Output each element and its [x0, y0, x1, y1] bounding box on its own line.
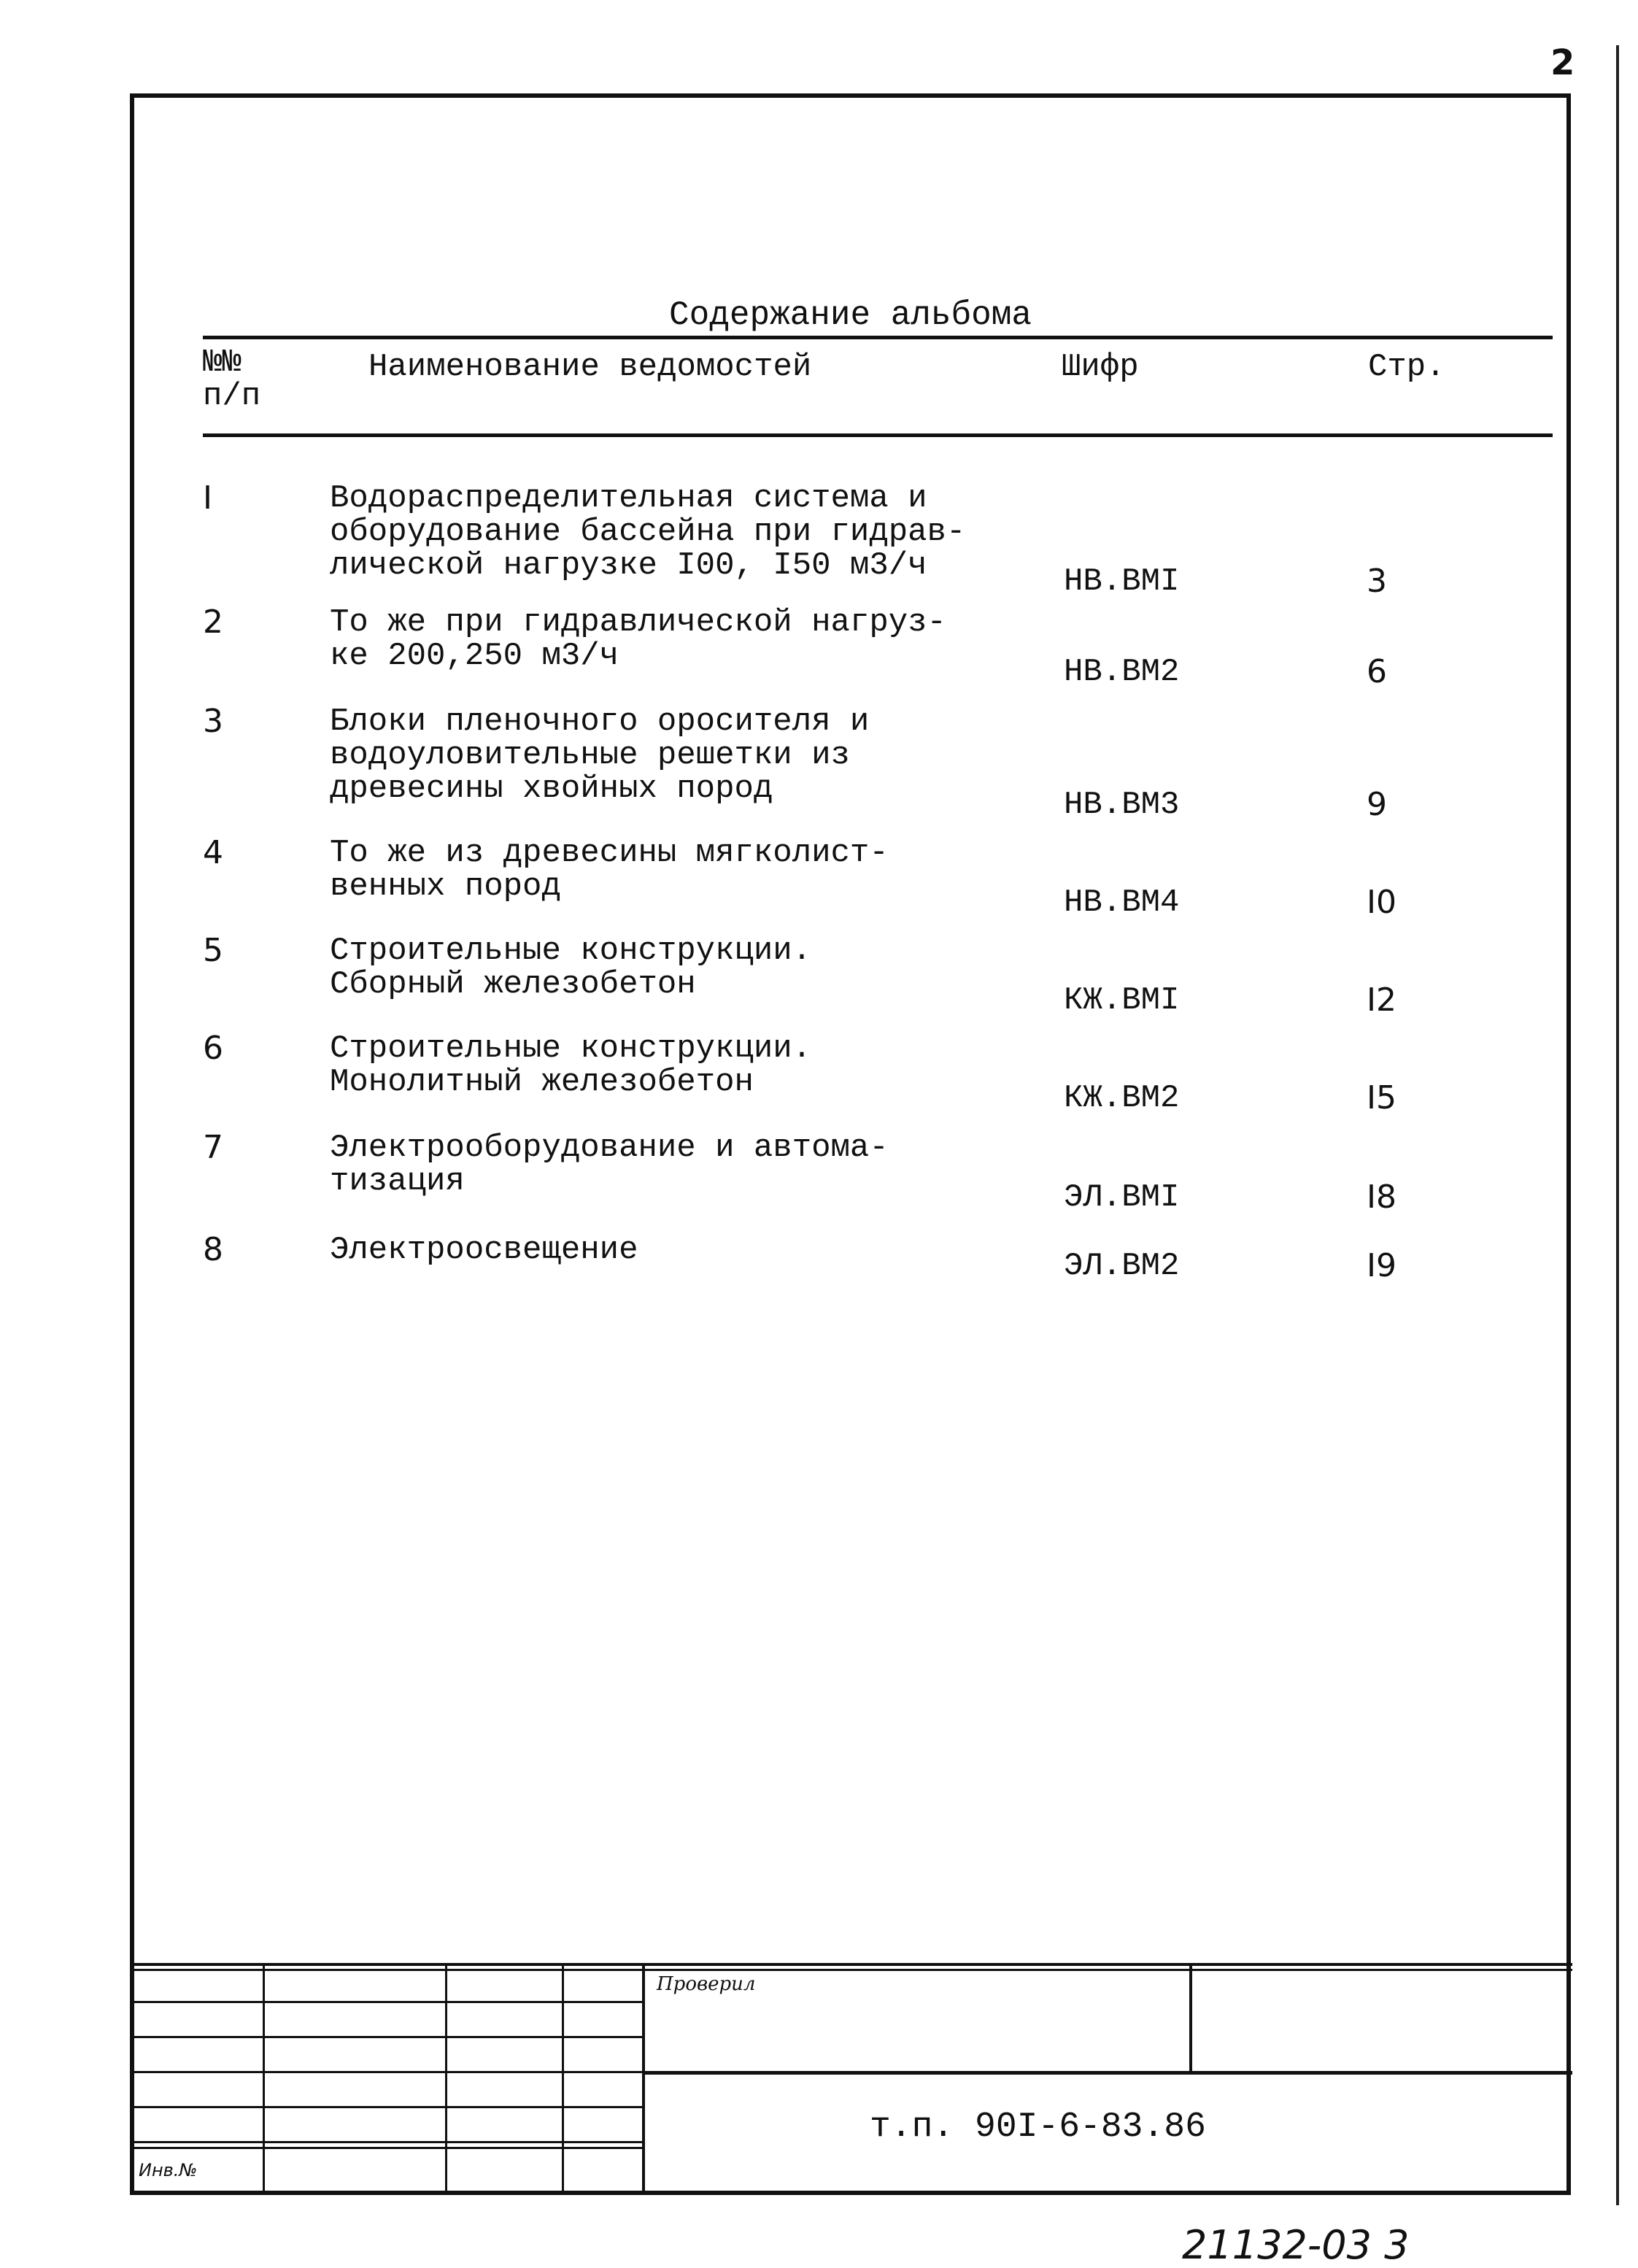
header-code: Шифр [1062, 349, 1139, 385]
row-name-line: Монолитный железобетон [330, 1064, 754, 1100]
row-name-line: древесины хвойных пород [330, 771, 773, 807]
row-code: НВ.ВМ3 [1064, 787, 1180, 823]
row-name-line: Электрооборудование и автома- [330, 1130, 889, 1166]
table-top-rule [203, 336, 1553, 339]
row-page: I2 [1367, 981, 1396, 1019]
row-name-line: То же из древесины мягколист- [330, 835, 889, 871]
row-number: 5 [203, 932, 223, 969]
row-name-line: Блоки пленочного оросителя и [330, 703, 870, 740]
right-edge-line [1616, 45, 1619, 2205]
row-page: I9 [1367, 1247, 1396, 1284]
title-block [131, 1963, 1572, 2195]
header-number-line1: №№ [203, 344, 242, 381]
header-number-line2: п/п [203, 378, 261, 414]
row-name-line: водоуловительные решетки из [330, 737, 850, 774]
row-number: 6 [203, 1030, 223, 1067]
row-name-line: ке 200,250 м3/ч [330, 638, 619, 674]
row-number: 3 [203, 703, 223, 740]
row-name-line: Сборный железобетон [330, 966, 696, 1003]
row-name-line: Строительные конструкции. [330, 933, 812, 969]
row-name-line: Электроосвещение [330, 1232, 638, 1268]
row-code: НВ.ВМI [1064, 563, 1180, 600]
row-number: 4 [203, 834, 223, 871]
header-name: Наименование ведомостей [368, 349, 812, 385]
row-page: I5 [1367, 1079, 1396, 1116]
row-code: ЭЛ.ВМ2 [1064, 1248, 1180, 1284]
row-number: I [203, 479, 212, 517]
row-page: I0 [1367, 884, 1396, 921]
header-page: Стр. [1368, 349, 1445, 385]
row-name-line: венных пород [330, 868, 561, 905]
table-header-rule [203, 433, 1553, 437]
row-number: 2 [203, 603, 223, 641]
row-name-line: лической нагрузке I00, I50 м3/ч [330, 547, 927, 584]
row-name-line: оборудование бассейна при гидрав- [330, 514, 966, 550]
row-page: I8 [1367, 1179, 1396, 1216]
row-name-line: Водораспределительная система и [330, 480, 927, 517]
row-page: 3 [1367, 563, 1387, 600]
row-page: 9 [1367, 786, 1387, 823]
row-name-line: тизация [330, 1163, 465, 1200]
row-code: КЖ.ВМ2 [1064, 1080, 1180, 1116]
document-code: т.п. 90I-6-83.86 [870, 2107, 1206, 2147]
row-page: 6 [1367, 653, 1387, 690]
row-name-line: То же при гидравлической нагруз- [330, 604, 946, 641]
row-number: 8 [203, 1231, 223, 1268]
row-code: НВ.ВМ4 [1064, 884, 1180, 921]
row-code: ЭЛ.ВМI [1064, 1179, 1180, 1216]
page-title: Содержание альбома [669, 296, 1032, 334]
inventory-label: Инв.№ [139, 2160, 198, 2180]
page-number: 2 [1550, 42, 1575, 83]
stamp-number: 21132-03 3 [1182, 2222, 1410, 2268]
row-code: КЖ.ВМI [1064, 982, 1180, 1019]
checked-by-label: Проверил [657, 1973, 756, 1995]
header-number [203, 346, 276, 413]
row-number: 7 [203, 1129, 223, 1166]
row-code: НВ.ВМ2 [1064, 654, 1180, 690]
row-name-line: Строительные конструкции. [330, 1030, 812, 1067]
